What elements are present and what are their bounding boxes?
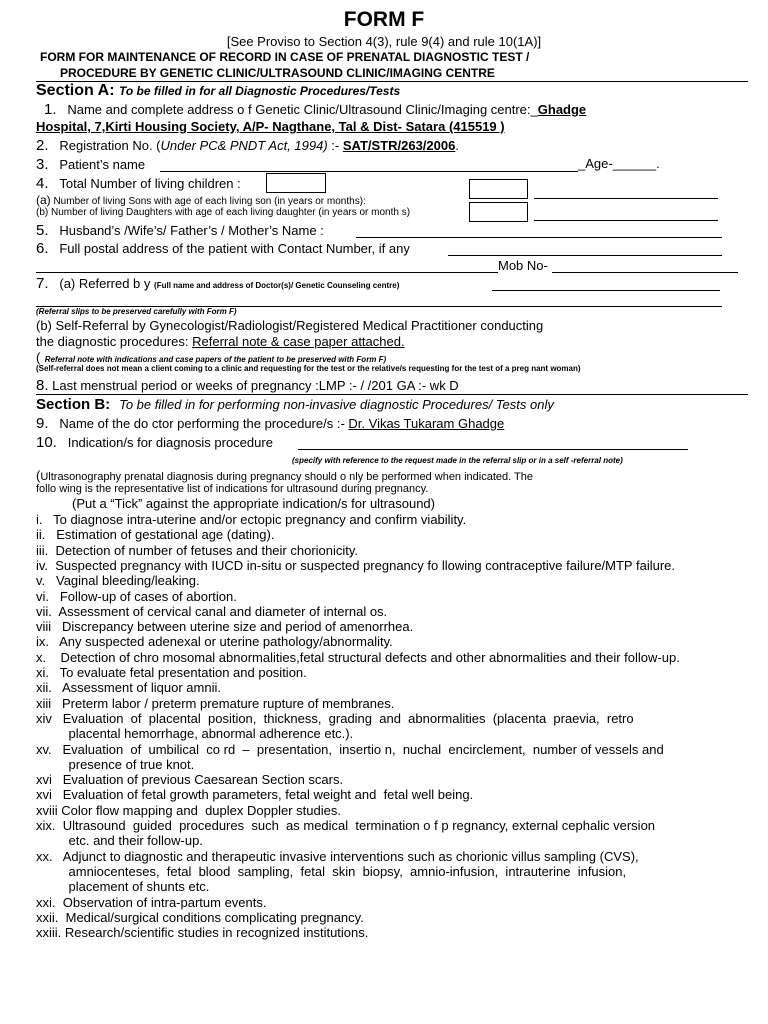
section-a-desc: To be filled in for all Diagnostic Procedures/Tests — [118, 84, 401, 98]
q7-label: (a) Referred b y — [59, 276, 151, 291]
indication-item[interactable]: ix. Any suspected adenexal or uterine pathology/abnormality. — [36, 634, 393, 650]
ultrasound-para-text: Ultrasonography prenatal diagnosis during pregnancy should o nly be performed when indicated. The — [40, 471, 534, 483]
indication-item[interactable]: iii. Detection of number of fetuses and their chorionicity. — [36, 542, 359, 558]
living-sons-box[interactable] — [469, 179, 528, 199]
relative-name-line[interactable] — [356, 237, 722, 238]
q1-number: 1. — [44, 101, 57, 118]
q8-number: 8. — [36, 377, 49, 394]
indication-item[interactable]: xiii Preterm labor / preterm premature rupture of membranes. — [36, 695, 395, 711]
q7-referrer-hint: (Full name and address of Doctor(s)/ Genetic Counseling centre) — [154, 281, 400, 290]
q7-referral-note-2: Referral note with indications and case papers of the patient to be preserved with Form F) — [44, 355, 387, 364]
age-label: _Age-______. — [578, 156, 660, 171]
indication-item[interactable]: ii. Estimation of gestational age (dating). — [36, 527, 275, 543]
q5-label: Husband’s /Wife’s/ Father’s / Mother’s Name : — [59, 223, 324, 238]
q9-label: Name of the do ctor performing the procedure/s :- — [59, 416, 345, 431]
q7-self-referral-line2 — [36, 334, 405, 349]
q4-number: 4. — [36, 175, 49, 192]
q10-number: 10. — [36, 434, 57, 451]
indication-item[interactable]: i. To diagnose intra-uterine and/or ectopic pregnancy and confirm viability. — [36, 512, 467, 527]
form-subtitle-line1: FORM FOR MAINTENANCE OF RECORD IN CASE OF PRENATAL DIAGNOSTIC TEST / — [40, 50, 530, 64]
q4-label: Total Number of living children : — [59, 176, 241, 191]
indication-line[interactable] — [298, 449, 688, 450]
q9-doctor-value: Dr. Vikas Tukaram Ghadge — [348, 416, 505, 431]
indication-item[interactable]: xix. Ultrasound guided procedures such as medical termination o f p regnancy, external cephalic version — [36, 818, 656, 833]
indication-item[interactable]: xii. Assessment of liquor amnii. — [36, 680, 221, 696]
q6-label: Full postal address of the patient with Contact Number, if any — [59, 241, 410, 256]
q2-row — [36, 137, 459, 154]
indication-item[interactable]: amniocenteses, fetal blood sampling, fetal skin biopsy, amnio-infusion, intrauterine infusion, — [36, 863, 627, 879]
q10-row — [36, 434, 273, 451]
mobile-line[interactable] — [552, 272, 738, 273]
q2-label: Registration No. ( — [59, 138, 161, 153]
sons-age-line[interactable] — [534, 198, 718, 199]
indication-item[interactable]: viii Discrepancy between uterine size and period of amenorrhea. — [36, 619, 414, 635]
q6-row — [36, 240, 410, 257]
indication-item[interactable]: v. Vaginal bleeding/leaking. — [36, 573, 200, 589]
q2-act: Under PC& PNDT Act, 1994) — [160, 138, 328, 153]
q9-number: 9. — [36, 415, 49, 432]
living-daughters-box[interactable] — [469, 202, 528, 222]
para-open-paren: ( — [36, 468, 41, 483]
q7-row — [36, 275, 399, 292]
indication-item[interactable]: xxii. Medical/surgical conditions complicating pregnancy. — [36, 909, 364, 925]
indication-item[interactable]: xiv Evaluation of placental position, thickness, grading and abnormalities (placenta praevia, retro — [36, 710, 634, 726]
q3-row — [36, 156, 145, 173]
indication-item[interactable]: presence of true knot. — [36, 756, 195, 772]
ultrasound-para-line2: follo wing is the representative list of indications for ultrasound during pregnancy. — [36, 483, 429, 495]
q7-note2-paren: ( — [36, 350, 41, 365]
q4-sons-row — [36, 193, 366, 207]
patient-name-line[interactable] — [160, 171, 578, 172]
indication-item[interactable]: xxiii. Research/scientific studies in recognized institutions. — [36, 925, 369, 941]
q3-number: 3. — [36, 156, 49, 173]
q10-specify-note: (specify with reference to the request made in the referral slip or in a self -referral note) — [292, 456, 623, 465]
section-b-heading — [36, 396, 554, 414]
q2-sep: :- — [331, 138, 340, 153]
q1-row — [44, 101, 586, 118]
q2-number: 2. — [36, 137, 49, 154]
mobile-label: Mob No- — [498, 258, 548, 273]
indication-item[interactable]: xvi Evaluation of previous Caesarean Section scars. — [36, 772, 344, 788]
q4-sons-label: Number of living Sons with age of each living son (in years or months): — [53, 196, 366, 207]
q7-self-referral-label: the diagnostic procedures: — [36, 334, 193, 349]
section-b-label: Section B: — [36, 396, 111, 413]
q8-row — [36, 377, 459, 394]
q7-number: 7. — [36, 275, 49, 292]
q2-registration-value: SAT/STR/263/2006 — [342, 138, 456, 153]
put-tick-instruction: (Put a “Tick” against the appropriate indication/s for ultrasound) — [72, 496, 435, 511]
q7-referral-note: (Referral slips to be preserved carefully with Form F) — [36, 307, 237, 316]
referred-by-line-1[interactable] — [492, 290, 720, 291]
indication-item[interactable]: iv. Suspected pregnancy with IUCD in-situ or suspected pregnancy fo llowing contraceptive failure/MTP failure. — [36, 557, 675, 573]
daughters-age-line[interactable] — [534, 220, 718, 221]
q1-value-line1: Ghadge — [537, 102, 587, 117]
indication-item[interactable]: vii. Assessment of cervical canal and diameter of internal os. — [36, 603, 388, 619]
living-children-box[interactable] — [266, 173, 326, 193]
form-title: FORM F — [343, 8, 425, 31]
q9-row — [36, 415, 504, 432]
form-subtitle-line2: PROCEDURE BY GENETIC CLINIC/ULTRASOUND CLINIC/IMAGING CENTRE — [60, 66, 495, 80]
q1-label: Name and complete address o f Genetic Clinic/Ultrasound Clinic/Imaging centre:_ — [67, 102, 538, 117]
indication-item[interactable]: vi. Follow-up of cases of abortion. — [36, 588, 237, 604]
q7-self-referral-value: Referral note & case paper attached. — [192, 334, 405, 349]
indication-item[interactable]: xvi Evaluation of fetal growth parameters, fetal weight and fetal well being. — [36, 787, 474, 803]
indication-item[interactable]: placement of shunts etc. — [36, 879, 210, 895]
q10-label: Indication/s for diagnosis procedure — [67, 435, 273, 450]
q4-sons-prefix: (a) — [36, 193, 51, 207]
address-line-2[interactable] — [36, 272, 498, 273]
indication-item[interactable]: etc. and their follow-up. — [36, 833, 203, 849]
section-a-label: Section A: — [36, 82, 115, 99]
section-a-heading — [36, 82, 400, 100]
address-line-1[interactable] — [448, 255, 722, 256]
indication-item[interactable]: xx. Adjunct to diagnostic and therapeutic invasive interventions such as chorionic villus sampling (CVS), — [36, 848, 639, 864]
q7-self-referral-note: (Self-referral does not mean a client coming to a clinic and requesting for the test or the relative/s requesting for the test of a preg nant woman) — [36, 364, 581, 373]
indication-item[interactable]: xv. Evaluation of umbilical co rd – presentation, insertio n, nuchal encirclement, number of vessels and — [36, 741, 664, 757]
q5-row — [36, 222, 324, 239]
q2-tail: . — [455, 138, 459, 153]
q4-daughters-label: (b) Number of living Daughters with age of each living daughter (in years or month s) — [36, 207, 411, 218]
q5-number: 5. — [36, 222, 49, 239]
q4-row — [36, 175, 241, 192]
proviso-text: [See Proviso to Section 4(3), rule 9(4) and rule 10(1A)] — [226, 34, 542, 49]
section-b-desc: To be filled in for performing non-invasive diagnostic Procedures/ Tests only — [119, 397, 554, 412]
q1-value-line2: Hospital, 7,Kirti Housing Society, A/P- Nagthane, Tal & Dist- Satara (415519 ) — [36, 119, 505, 134]
q7-self-referral-line1: (b) Self-Referral by Gynecologist/Radiologist/Registered Medical Practitioner conducting — [36, 318, 544, 333]
q3-label: Patient’s name — [59, 157, 146, 172]
divider-section-b — [36, 394, 748, 395]
indication-item[interactable]: xviii Color flow mapping and duplex Doppler studies. — [36, 802, 341, 818]
indication-item[interactable]: placental hemorrhage, abnormal adherence etc.). — [36, 726, 354, 742]
indication-item[interactable]: xi. To evaluate fetal presentation and position. — [36, 665, 307, 680]
indication-item[interactable]: xxi. Observation of intra-partum events. — [36, 894, 267, 910]
q8-label: Last menstrual period or weeks of pregnancy :LMP :- / /201 GA :- wk D — [52, 378, 459, 393]
q6-number: 6. — [36, 240, 49, 257]
indication-item[interactable]: x. Detection of chro mosomal abnormalities,fetal structural defects and other abnormalities and their follow-up. — [36, 649, 680, 665]
